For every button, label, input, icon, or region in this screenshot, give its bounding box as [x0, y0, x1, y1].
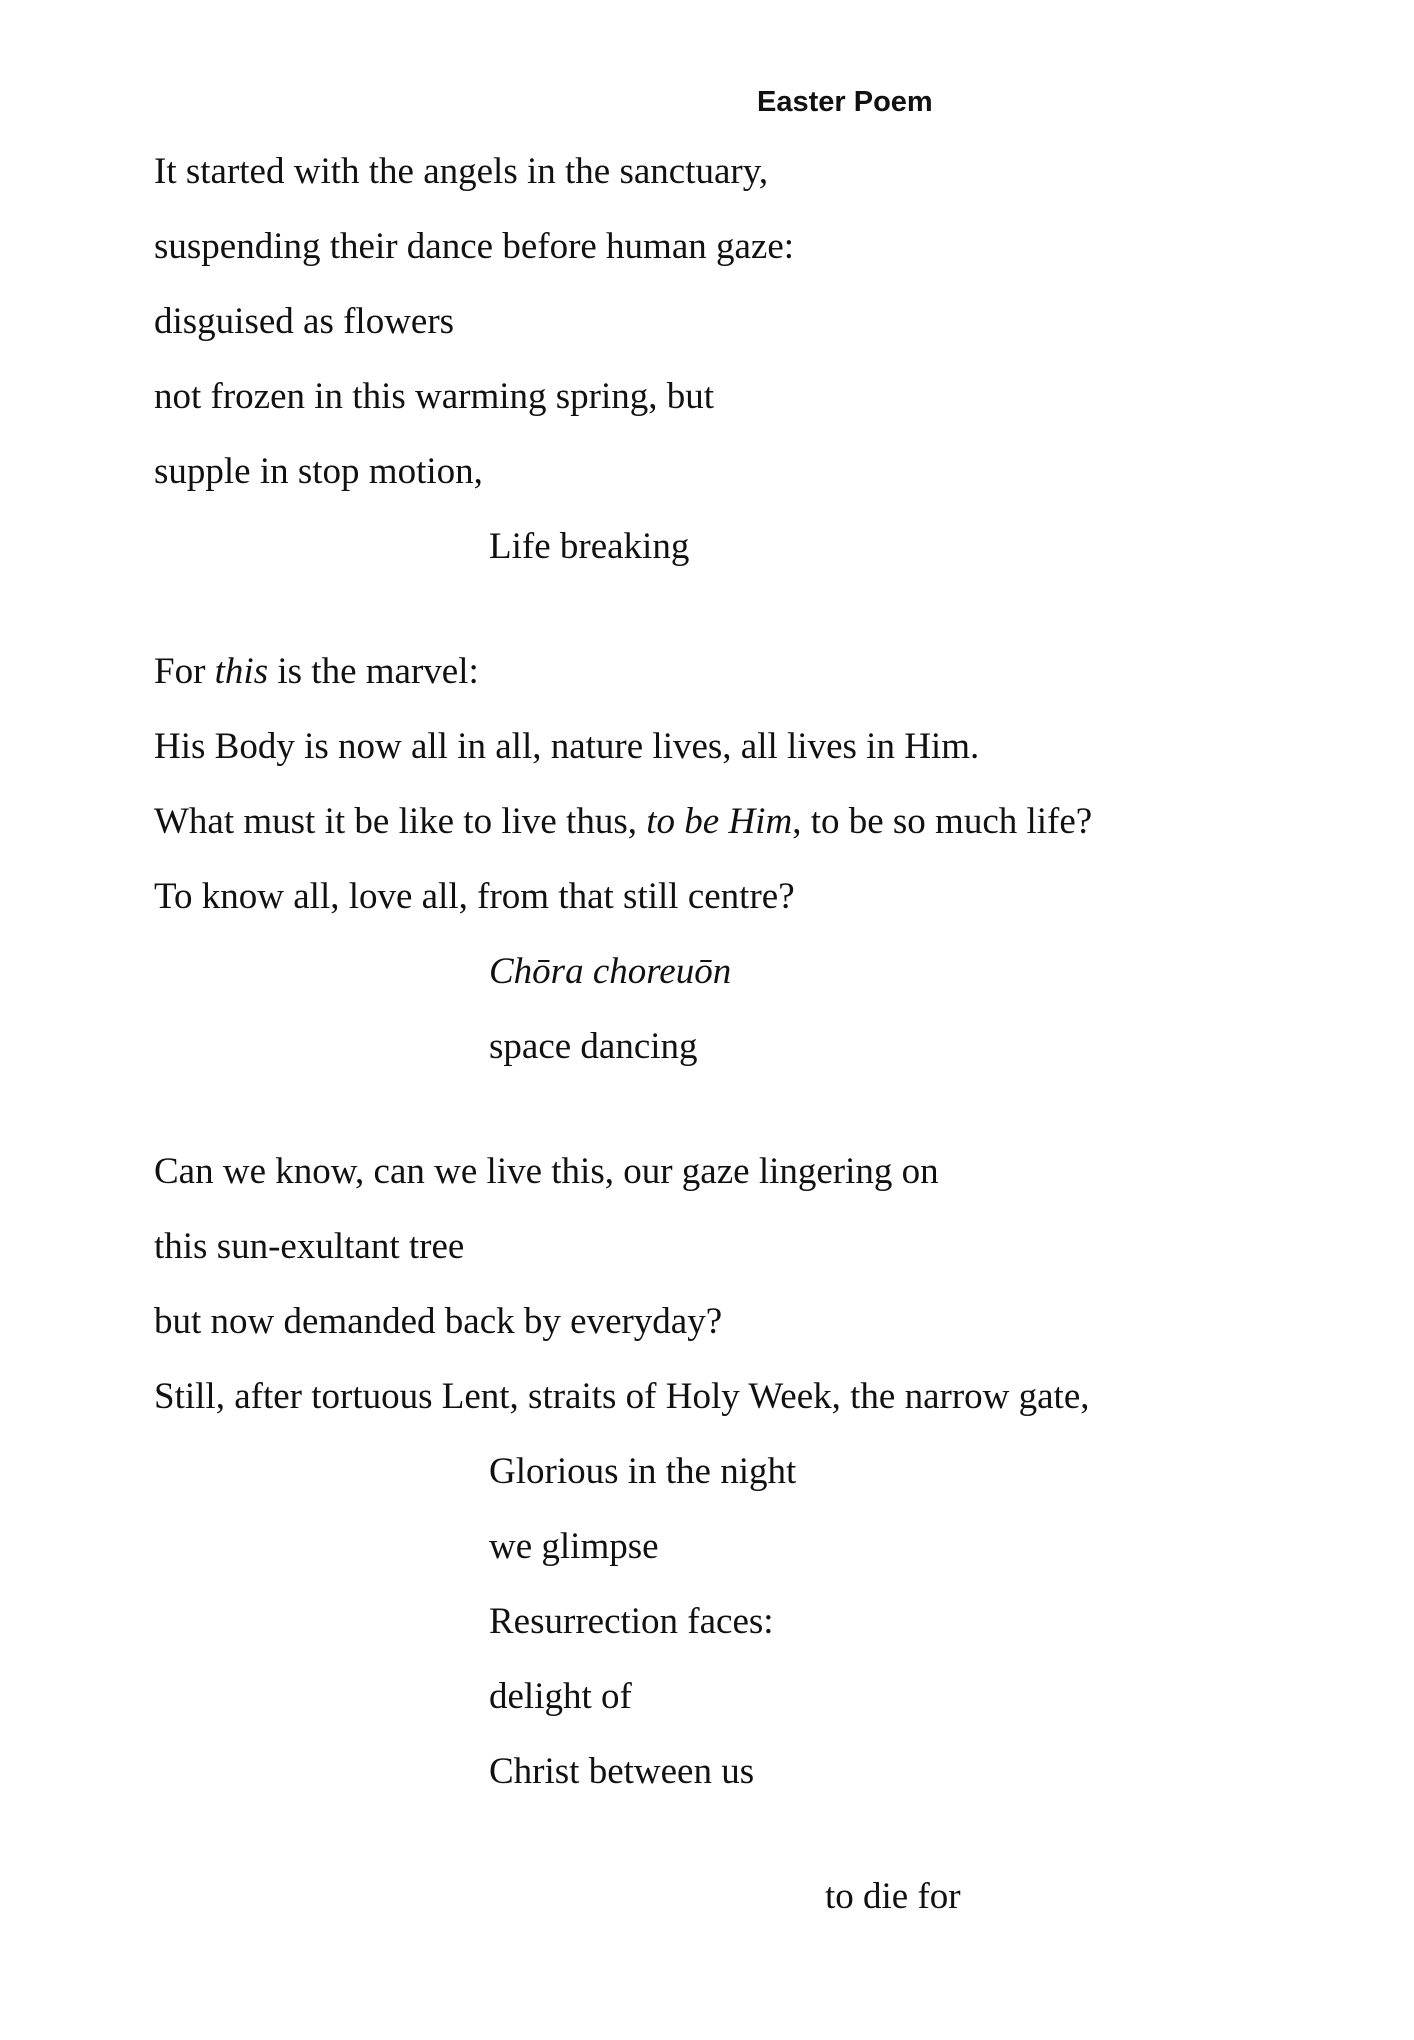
poem-line: His Body is now all in all, nature lives, all lives in Him. — [154, 726, 980, 767]
line-text: What must it be like to live thus, — [154, 801, 647, 842]
poem-line-indented: Glorious in the night — [489, 1451, 797, 1492]
poem-title: Easter Poem — [757, 86, 933, 118]
poem-line-indented — [489, 950, 731, 994]
italic-emphasis: to be Him — [646, 801, 793, 842]
poem-line: It started with the angels in the sanctuary, — [154, 151, 769, 192]
line-text: is the marvel: — [268, 651, 479, 692]
poem-line-indented: space dancing — [489, 1026, 698, 1067]
poem-line: To know all, love all, from that still centre? — [154, 876, 795, 917]
italic-greek-phrase: Chōra choreuōn — [489, 951, 732, 992]
poem-line — [154, 650, 479, 694]
poem-line-indented: Life breaking — [489, 526, 690, 567]
poem-line: this sun-exultant tree — [154, 1226, 465, 1267]
poem-line — [154, 800, 1092, 844]
line-text: , to be so much life? — [792, 801, 1093, 842]
poem-closing-line: to die for — [825, 1876, 961, 1917]
poem-line: but now demanded back by everyday? — [154, 1301, 723, 1342]
poem-line: Still, after tortuous Lent, straits of Holy Week, the narrow gate, — [154, 1376, 1090, 1417]
poem-line: suspending their dance before human gaze: — [154, 226, 795, 267]
poem-line: Can we know, can we live this, our gaze lingering on — [154, 1151, 939, 1192]
poem-line: supple in stop motion, — [154, 451, 483, 492]
poem-line-indented: we glimpse — [489, 1526, 659, 1567]
poem-line: disguised as flowers — [154, 301, 455, 342]
italic-emphasis: this — [214, 651, 269, 692]
poem-line: not frozen in this warming spring, but — [154, 376, 715, 417]
poem-line-indented: Christ between us — [489, 1751, 755, 1792]
poem-line-indented: delight of — [489, 1676, 632, 1717]
line-text: For — [154, 651, 215, 692]
poem-line-indented: Resurrection faces: — [489, 1601, 774, 1642]
